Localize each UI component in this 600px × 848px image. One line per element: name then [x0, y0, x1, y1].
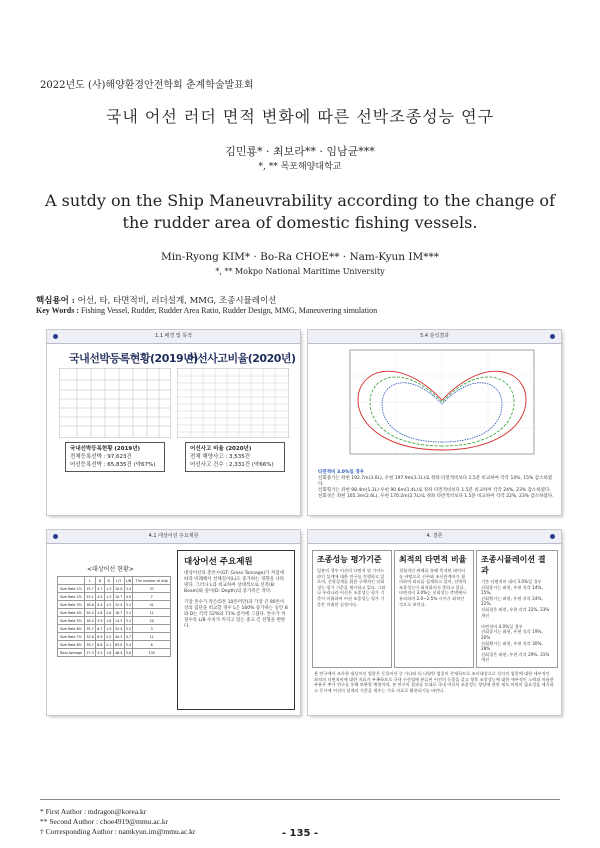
table-cell: 1.5	[106, 602, 112, 607]
table-body	[58, 585, 171, 657]
table-row	[58, 601, 171, 609]
table-row	[58, 649, 171, 657]
registration-table-image	[59, 368, 171, 438]
table-row	[58, 633, 171, 641]
slide-vessel-specs	[47, 530, 300, 715]
table-cell: 11	[133, 633, 171, 641]
conclusion-col3-line: 선회종거는 좌현, 우현 각각 14%, 15%,	[481, 584, 543, 596]
table-cell: 1.3	[106, 586, 112, 591]
keywords-korean	[36, 294, 276, 306]
table-cell: 14.3	[114, 618, 123, 623]
table-cell: 12.4	[114, 602, 123, 607]
table-cell: Size Rate 6%	[58, 625, 85, 633]
table-cell: 1.9	[106, 626, 112, 631]
table-cell: 20	[133, 617, 171, 625]
conclusion-col3-line: 선회경은 좌현, 우현 각각 29%, 31% 개선	[481, 651, 550, 663]
keywords-english-label: Key Words :	[36, 306, 79, 315]
table-cell: 3.4	[125, 586, 132, 591]
table-cell: 7	[133, 593, 171, 601]
conclusion-column-1	[312, 550, 392, 668]
slide-analysis-results	[308, 330, 561, 515]
table-cell: 3	[133, 625, 171, 633]
footnote-divider	[40, 799, 560, 800]
keywords-korean-label: 핵심용어 :	[36, 296, 75, 306]
footnote-second-author: ** Second Author : choe4919@mmu.ac.kr	[40, 817, 169, 826]
turning-circle-plot	[328, 346, 542, 466]
conclusion-column-3	[476, 550, 558, 668]
table-cell: 1.6	[106, 650, 112, 655]
table-cell: Size Rate 3%	[58, 601, 85, 609]
slide-conclusion	[308, 530, 561, 715]
conclusion-col3-line: 타면적비 4.0%일 경우	[481, 623, 523, 629]
conclusion-col3-line: 선회경은 좌현, 우현 각각 22%, 23% 개선	[481, 606, 550, 618]
table-cell: 32.4	[114, 626, 123, 631]
table-header-cell: D	[104, 577, 113, 585]
analysis-note-line: 선회경은 좌현 165.3m(2.6L), 우현 170.2m(2.7L)로 정좌 타면적비보다 1.5분 비교하여 각각 22%, 23% 감소하였다.	[318, 494, 554, 499]
bullet-icon	[53, 534, 58, 539]
affiliation-korean: *, ** 목포해양대학교	[258, 162, 342, 172]
analysis-note-title: 타면적비 3.0%일 경우	[318, 470, 365, 475]
table-row	[58, 593, 171, 601]
table-cell: 4.7	[97, 586, 103, 591]
conclusion-col3-title: 조종시뮬레이션 결과	[481, 555, 546, 575]
table-cell: 4.7	[125, 634, 132, 639]
conclusion-col1-text: 일본의 경우 어선의 타면적 및 가이드 라인 설계에 대한 연구를 진행하고 있으며, 선형설계를 위한 구체적인 선회성능 평가 기준을 제시하고 있다. 그러나 우리나라 어선은 조종성능 평가 기준이 미흡하여 어선 조종성능 평가 기준은 미흡한 실정이다.	[317, 568, 386, 607]
conclusion-col3-line: 선회횡거는 좌현, 우현 각각 24%, 22%,	[481, 595, 543, 607]
table-header-cell: L/T	[113, 577, 124, 585]
paper-title-korean: 국내 어선 러더 면적 변화에 따른 선박조종성능 연구	[105, 107, 495, 126]
table-cell: 2.1	[106, 642, 112, 647]
table-row	[58, 609, 171, 617]
keywords-english-text: Fishing Vessel, Rudder, Rudder Area Ratio, Rudder Design, MMG, Maneuvering simulation	[80, 306, 378, 315]
table-cell: Size Rate 8%	[58, 641, 85, 649]
table-cell: 6	[133, 641, 171, 649]
table-cell: 135	[133, 649, 171, 657]
table-cell: 41	[133, 601, 171, 609]
conclusion-col1-title: 조종성능 평가기준	[317, 555, 382, 564]
registration-fishing: 어선등록선박 : 65,835건 (약67%)	[70, 462, 156, 468]
table-cell: 5.4	[97, 602, 103, 607]
vessel-spec-table	[57, 576, 171, 657]
table-cell: 6.7	[97, 626, 103, 631]
table-cell: 40.3	[114, 634, 123, 639]
conference-name: 2022년도 (사)해양환경안전학회 춘계학술발표회	[40, 80, 254, 91]
table-cell: Size Rate 4%	[58, 609, 85, 617]
conclusion-col3-line: 선회종거는 좌현, 우현 각각 19%, 20%	[481, 629, 543, 640]
paper-title-english: A sutdy on the Ship Maneuvrability according to the change of the rudder area of domestic fishing vessels.	[45, 191, 555, 232]
footnote-corresponding-author: † Corresponding Author : namkyun.im@mmu.ac.kr	[40, 827, 196, 836]
table-cell: 6.8	[97, 642, 103, 647]
bullet-icon	[53, 334, 58, 339]
table-cell: 4.5	[97, 594, 103, 599]
table-cell: 23.1	[86, 594, 94, 599]
table-header-row	[58, 577, 171, 585]
registration-box-title: 국내선박등록현황 (2019년)	[70, 446, 141, 452]
table-cell: 46.4	[114, 650, 123, 655]
page-number: - 135 -	[281, 828, 319, 839]
table-cell: 1.3	[106, 594, 112, 599]
specs-paragraph-2: 기장 톤수가 작은(5톤 10톤미만)과 가장 큰 90톤이상의 집단을 비교할 경우 L은 160% 증가하는 동안 B와 D는 각각 52%와 71% 증가에 그쳤다. 톤수가 커질수록 L/B 수치가 커지고 있는 중고 긴 선형을 띈한다.	[184, 600, 288, 629]
authors-korean: 김민룡* · 최보라** · 임남균***	[225, 145, 375, 158]
table-row	[58, 617, 171, 625]
table-cell: 16.8	[86, 602, 94, 607]
table-cell: Total Average	[58, 649, 85, 657]
table-cell: 15.7	[86, 586, 94, 591]
table-cell: 2.6	[106, 610, 112, 615]
table-cell: 5.9	[97, 618, 103, 623]
table-cell: 3.1	[125, 610, 132, 615]
table-header-cell: The number of ship	[133, 577, 171, 585]
table-cell: Size Rate 2%	[58, 593, 85, 601]
conclusion-col2-text: 경험적인 판례를 통해 축적된 데이터를 바탕으로 선주와 조선관계자가 협의하여 러더를 설계하고 있어, 선박의 조종성능이 최적화되지 못하고 있다. 타면적비 3.0%는 선회성능 측면에서 유리하며 2.0~2.5% 사이가 최적인 것으로 보인다.	[399, 568, 467, 607]
bullet-icon	[550, 534, 555, 539]
accident-fishing: 어선사고 건수 : 2,331건 (약66%)	[190, 462, 274, 468]
slide-header: 5.4 분석결과	[308, 330, 561, 344]
table-cell: 27.3	[86, 650, 94, 655]
specs-paragraph-1: 대상어선의 총톤수(GT: Gross Tonnage)가 커짐에 따라 비례해서 선체길이(L)도 증가하는 경향을 나타낸다. 그러나 L과 비교하여 상대적으로 선폭(B: Beam)와 깊이(D: Depth)의 증가폭은 작다.	[184, 571, 285, 594]
table-header-cell: L	[84, 577, 95, 585]
table-cell: 3.1	[125, 602, 132, 607]
accident-total: 전체 해양사고 : 3,535건	[190, 454, 251, 460]
slide-title-left: 국내선박등록현황(2019년)	[69, 352, 198, 365]
table-cell: 10.7	[114, 594, 123, 599]
table-header-cell	[58, 577, 85, 585]
table-cell: 1.8	[106, 618, 112, 623]
slide-header: 4.1 대상어선 주요제원	[47, 530, 300, 544]
analysis-note	[318, 470, 554, 500]
table-cell: 16.7	[114, 610, 123, 615]
table-cell: 5.4	[125, 642, 132, 647]
table-cell: 10.0	[114, 586, 123, 591]
table-row	[58, 585, 171, 593]
table-cell: 3.1	[125, 618, 132, 623]
table-cell: 20.4	[86, 610, 94, 615]
affiliation-english: *, ** Mokpo National Maritime University	[215, 267, 385, 276]
table-cell: 5.6	[97, 610, 103, 615]
conclusion-col2-title: 최적의 타면적 비율	[399, 555, 467, 564]
table-cell: 5.2	[125, 626, 132, 631]
accident-box-title: 어선사고 비율 (2020년)	[190, 446, 252, 452]
table-cell: Size Rate 7%	[58, 633, 85, 641]
table-row	[58, 641, 171, 649]
accident-summary-box	[185, 442, 285, 472]
table-row	[58, 625, 171, 633]
analysis-note-line: 선회횡거는 좌현 98.4m(1.3L) 우현 90.6m(1.4L)로 정좌 타면적비보다 1.5분 비교하여 각각 24%, 23% 감소하였다.	[318, 488, 551, 493]
table-cell: 32.8	[86, 634, 94, 639]
keywords-korean-text: 어선, 타, 타면적비, 러더설계, MMG, 조종시뮬레이션	[77, 296, 277, 306]
slide-header: 1.1 배경 및 목적	[47, 330, 300, 344]
table-cell: 5.0	[125, 650, 132, 655]
table-cell: 18.4	[86, 618, 94, 623]
table-cell: 35.7	[86, 626, 94, 631]
table-header-cell: B	[96, 577, 105, 585]
accident-table-image	[177, 368, 289, 438]
bullet-icon	[550, 334, 555, 339]
registration-total: 전체등록선박 : 97,623건	[70, 454, 132, 460]
table-cell: 2.5	[106, 634, 112, 639]
analysis-note-line: 선회종거는 좌현 192.7m(3.0L), 우현 197.9m(3.1L)로 정좌 타면적비보다 1.5분 비교하여 각각 14%, 15% 감소하였다.	[318, 476, 553, 487]
table-cell: 11	[133, 609, 171, 617]
table-cell: Size Rate 5%	[58, 617, 85, 625]
table-cell: 85.0	[114, 642, 123, 647]
table-cell: 4.9	[125, 594, 132, 599]
table-cell: 39.7	[86, 642, 94, 647]
authors-english: Min-Ryong KIM* · Bo-Ra CHOE** · Nam-Kyun IM***	[160, 251, 440, 263]
table-cell: 6.9	[97, 634, 103, 639]
conclusion-summary-text: 본 연구에서 조사한 대상어선 업종은 동물어선 중 가나와 더 다양한 업종이 존재하므로 조사대상으로 각각의 업종에 대한 세부적인 최적의 타면적비에 대한 지표가 부족하므로 국내 수산업에 분류된 어선의 동종을 갖고 향후 조종성능에 대한 세부적인 노력과 마름한 부분은 추가 연구를 통해 보완할 예정이며, 본 연구의 결과를 토대로 국내 어선의 조종성능 향상에 관한 제도 마련의 필요성을 제기하고 동시에 어선의 설계의 기준을 세우는 기초 자료로 활용되기를 바란다.	[314, 671, 554, 693]
conclusion-col3-line: 기존 타면적비 대비 3.0%일 경우	[481, 579, 542, 584]
conclusion-col3-line: 선회횡거는 좌현, 우현 각각 30%, 28%	[481, 640, 543, 652]
slide-header: 4. 결론	[308, 530, 561, 544]
specs-box-title: 대상어선 주요제원	[184, 557, 253, 567]
table-cell: 5.5	[97, 650, 103, 655]
footnote-first-author: * First Author : mdragon@korea.kr	[40, 807, 147, 816]
table-caption: <대상어선 현황>	[87, 566, 134, 573]
slide-title-right: 어선사고비율(2020년)	[187, 352, 296, 365]
specs-text-box	[177, 550, 295, 710]
conclusion-column-2	[394, 550, 474, 668]
table-cell: Size Rate 1%	[58, 585, 85, 593]
keywords-english	[36, 306, 377, 315]
table-header-cell: L/B	[125, 578, 132, 583]
registration-summary-box	[65, 442, 165, 472]
table-cell: 37	[133, 585, 171, 593]
slide-background-purpose	[47, 330, 300, 515]
conclusion-col3-lines	[481, 579, 553, 663]
